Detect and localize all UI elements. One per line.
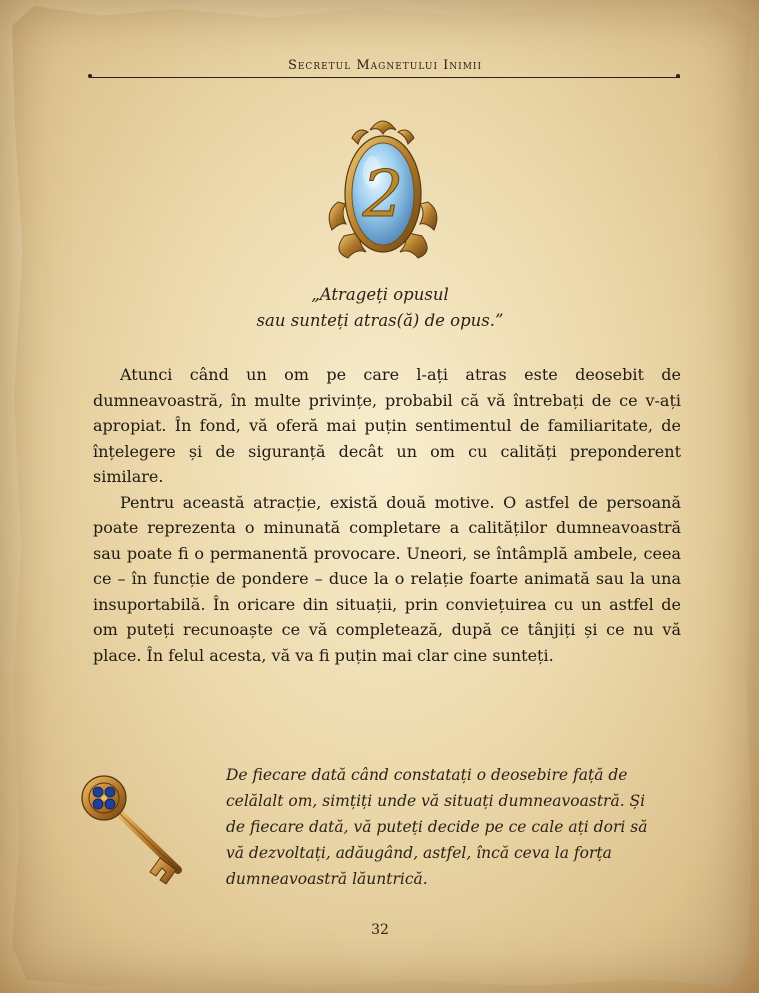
running-header: Secretul Magnetului Inimii: [287, 58, 483, 73]
quote-line-2: sau sunteți atras(ă) de opus.”: [256, 311, 504, 330]
body-paragraph-1: Atunci când un om pe care l-ați atras este deosebit de dumneavoastră, în multe privințe, probabil că vă întrebați de ce v-ați apropiat. În fond, vă oferă mai puțin sentimentul de familiaritate, de înțelegere și de siguranță decât un om cu calități preponderent similare.: [93, 365, 681, 486]
key-icon: [78, 772, 196, 892]
body-paragraph-2: Pentru această atracție, există două motive. O astfel de persoană poate reprezenta o minunată completare a calităților dumneavoastră sau poate fi o permanentă provocare. Uneori, se întâmplă ambele, ceea ce – în funcție de pondere – duce la o relație foarte animată sau la una insuportabilă. În oricare din situații, prin conviețuirea cu un astfel de om puteți recunoaște ce vă completează, după ce tânjiți și ce nu vă place. În felul acesta, vă va fi puțin mai clar cine sunteți.: [93, 492, 681, 665]
tip-text: De fiecare dată când constatați o deosebire față de celălalt om, simțiți unde vă situați dumneavoastră. Și de fiecare dată, vă puteți decide pe ce cale ați dori să vă dezvoltați, adăugând, astfel, încă ceva la forța dumneavoastră lăuntrică.: [226, 766, 648, 888]
ornate-mirror-icon: [322, 112, 444, 262]
chapter-number: 2: [362, 158, 404, 232]
header-rule: [90, 77, 680, 78]
header-rule-dot-left: [88, 74, 92, 78]
chapter-quote: [150, 282, 610, 334]
quote-line-1: „Atrageți opusul: [311, 285, 449, 304]
page-number: 32: [371, 922, 389, 938]
body-text: [93, 362, 681, 668]
header-rule-dot-right: [676, 74, 680, 78]
